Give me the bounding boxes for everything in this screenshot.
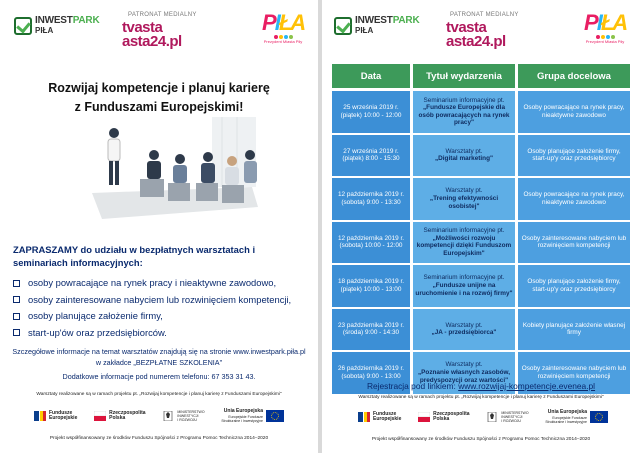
list-item: osoby powracające na rynek pracy i nieaktywne zawodowo, [13, 275, 313, 292]
header-date: Data [332, 64, 410, 88]
event-title-cell: Seminarium informacyjne pt. „Możliwości rozwoju kompetencji dzięki Funduszom Europejskim" [413, 222, 515, 264]
table-row [332, 91, 630, 133]
pila-city-logo: PIŁA Prezydent Miasta Piły [584, 10, 627, 44]
pila-city-logo: PIŁA Prezydent Miasta Piły [262, 10, 305, 44]
event-title-cell: Warsztaty pt. „JA - przedsiębiorca" [413, 309, 515, 351]
headline: Rozwijaj kompetencje i planuj karierę z Funduszami Europejskimi! [48, 81, 270, 114]
checkbox-square-icon [13, 313, 20, 320]
checkmark-icon [14, 17, 32, 35]
table-row [332, 135, 630, 177]
logo-row [322, 8, 640, 52]
fundusze-europejskie-logo: Fundusze Europejskie [34, 411, 77, 422]
patronat-label: PATRONAT MEDIALNY [450, 12, 519, 18]
project-note: Projekt współfinansowany ze środków Funduszu Spójności z Programu Pomoc Techniczna 2014–2020 [49, 436, 269, 441]
event-group-cell: Osoby zainteresowane nabyciem lub rozwinięciem kompetencji [518, 222, 630, 264]
eu-logos-row [358, 405, 608, 429]
pila-logo-subtitle: Prezydent Miasta Piły [585, 39, 625, 44]
details-text: Szczegółowe informacje na temat warsztatów znajdują się na stronie www.inwestpark.piła.pl w zakładce „BEZPŁATNE SZKOLENIA" [12, 347, 306, 367]
unia-europejska-logo: Unia Europejska Europejskie Fundusze Strukturalne i Inwestycyjne [221, 409, 284, 423]
invitation-text: ZAPRASZAMY do udziału w bezpłatnych warsztatach i seminariach informacyjnych: [13, 244, 256, 268]
event-date-cell: 18 października 2019 r. (piątek) 10:00 - 13:00 [332, 265, 410, 307]
event-date-cell: 12 października 2019 r. (sobota) 9:00 - 13:30 [332, 178, 410, 220]
target-groups-list [13, 275, 313, 341]
table-header [332, 64, 630, 88]
rzeczpospolita-polska-logo: Rzeczpospolita Polska [94, 411, 145, 422]
event-title-cell: Seminarium informacyjne pt. „Fundusze unijne na uruchomienie i na rozwój firmy" [413, 265, 515, 307]
ministerstwo-logo: MINISTERSTWO INWESTYCJI I ROZWOJU [486, 411, 528, 423]
inwestpark-logo [14, 16, 99, 35]
table-row [332, 265, 630, 307]
inwestpark-logo-text: INWESTPARK [35, 15, 100, 26]
events-table [332, 64, 630, 396]
event-group-cell: Osoby powracające na rynek pracy, nieaktywne zawodowo [518, 178, 630, 220]
event-title-cell: Seminarium informacyjne pt. „Fundusze Europejskie dla osób powracających na rynek pracy" [413, 91, 515, 133]
ministerstwo-logo: MINISTERSTWO INWESTYCJI I ROZWOJU [162, 410, 204, 422]
realized-note: Warsztaty realizowane są w ramach projektu pt. „Rozwijaj kompetencje i planuj karierę z Funduszami Europejskimi" [358, 395, 604, 400]
event-group-cell: Osoby planujące założenie firmy, start-up'y oraz przedsiębiorcy [518, 265, 630, 307]
event-group-cell: Osoby zainteresowane nabyciem lub rozwinięciem kompetencji [518, 352, 630, 394]
eu-logos-row [34, 404, 284, 428]
patronat-label: PATRONAT MEDIALNY [128, 12, 197, 18]
tvasta-logo: tvasta asta24.pl [446, 19, 506, 50]
header-title: Tytuł wydarzenia [413, 64, 515, 88]
event-date-cell: 26 października 2019 r. (sobota) 9:00 - 13:00 [332, 352, 410, 394]
table-row [332, 309, 630, 351]
logo-row [0, 8, 318, 52]
event-group-cell: Osoby planujące założenie firmy, start-up'y oraz przedsiębiorcy [518, 135, 630, 177]
project-note: Projekt współfinansowany ze środków Funduszu Spójności z Programu Pomoc Techniczna 2014–2020 [371, 437, 591, 442]
checkbox-square-icon [13, 280, 20, 287]
rzeczpospolita-polska-logo: Rzeczpospolita Polska [418, 412, 469, 423]
event-date-cell: 27 września 2019 r. (piątek) 8:00 - 15:30 [332, 135, 410, 177]
event-date-cell: 12 października 2019 r. (sobota) 10:00 - 12:00 [332, 222, 410, 264]
right-flyer-page [322, 0, 640, 453]
unia-europejska-logo: Unia Europejska Europejskie Fundusze Strukturalne i Inwestycyjne [545, 410, 608, 424]
checkbox-square-icon [13, 329, 20, 336]
header-group: Grupa docelowa [518, 64, 630, 88]
realized-note: Warsztaty realizowane są w ramach projektu pt. „Rozwijaj kompetencje i planuj karierę z Funduszami Europejskimi" [36, 392, 282, 397]
checkbox-square-icon [13, 296, 20, 303]
registration-link[interactable]: www.rozwijaj-kompetencje.evenea.pl [458, 381, 596, 391]
event-title-cell: Warsztaty pt. „Digital marketing" [413, 135, 515, 177]
fundusze-europejskie-logo: Fundusze Europejskie [358, 412, 401, 423]
event-date-cell: 23 października 2019 r. (środa) 9:00 - 14:30 [332, 309, 410, 351]
event-title-cell: Warsztaty pt. „Poznanie własnych zasobów, predyspozycji oraz wartości" [413, 352, 515, 394]
event-date-cell: 25 września 2019 r. (piątek) 10:00 - 12:00 [332, 91, 410, 133]
event-group-cell: Osoby powracające na rynek pracy, nieaktywne zawodowo [518, 91, 630, 133]
pila-logo-subtitle: Prezydent Miasta Piły [263, 39, 303, 44]
tvasta-logo: tvasta asta24.pl [122, 19, 182, 50]
eu-flag-icon [266, 410, 284, 422]
event-group-cell: Kobiety planujące założenie własnej firmy [518, 309, 630, 351]
left-flyer-page [0, 0, 318, 453]
inwestpark-logo-text: INWESTPARK [355, 15, 420, 26]
phone-info: Dodatkowe informacje pod numerem telefonu: 67 353 31 43. [62, 372, 256, 381]
list-item: osoby zainteresowane nabyciem lub rozwinięciem kompetencji, [13, 292, 313, 309]
inwestpark-logo-city: PIŁA [35, 26, 54, 35]
office-meeting-photo [62, 115, 258, 223]
registration-line: Rejestracja pod linkiem: www.rozwijaj-kompetencje.evenea.pl [366, 381, 596, 391]
eu-flag-icon [590, 411, 608, 423]
table-row [332, 222, 630, 264]
checkmark-icon [334, 17, 352, 35]
inwestpark-logo [334, 16, 419, 35]
inwestpark-logo-city: PIŁA [355, 26, 374, 35]
table-row [332, 178, 630, 220]
list-item: start-up'ów oraz przedsiębiorców. [13, 325, 313, 342]
event-title-cell: Warsztaty pt. „Trening efektywności osobistej" [413, 178, 515, 220]
list-item: osoby planujące założenie firmy, [13, 308, 313, 325]
